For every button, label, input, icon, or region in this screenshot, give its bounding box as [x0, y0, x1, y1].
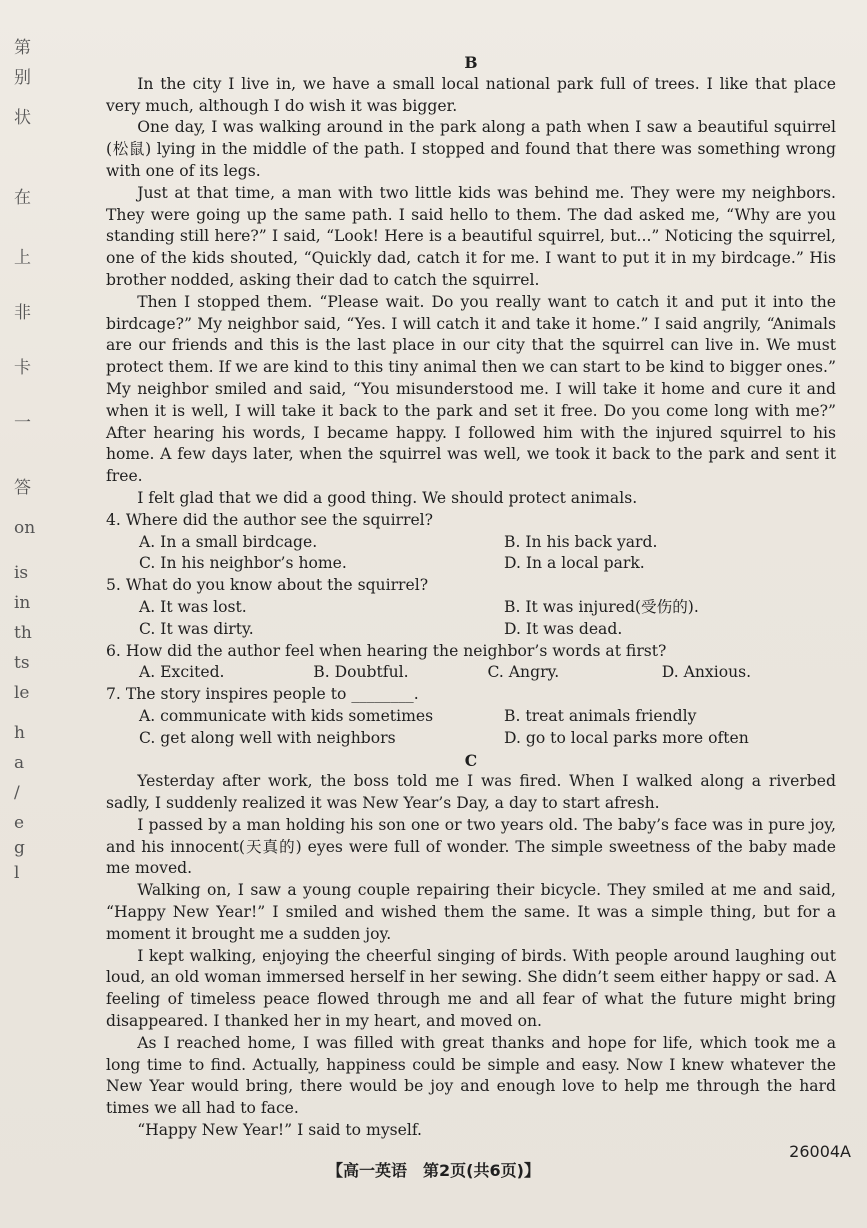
- page-footer: 【高一英语 第2页(共6页)】: [327, 1161, 540, 1180]
- margin-char: on: [14, 518, 36, 538]
- passage-paragraph: I kept walking, enjoying the cheerful singing of birds. With people around laughing out loud, an old woman immersed herself in her sewing. She didn’t seem either happy or sad. A feeling of timeless peace flowed through me and all fear of what the future might bring disappeared. I thanked her in my heart, and moved on.: [106, 946, 836, 1031]
- answer-option: B. In his back yard.: [504, 532, 658, 551]
- margin-char: 状: [14, 108, 31, 128]
- answer-option: A. In a small birdcage.: [139, 532, 318, 551]
- margin-char: in: [14, 593, 31, 613]
- margin-char: le: [14, 683, 30, 703]
- section-b-passage: [106, 74, 836, 510]
- passage-paragraph: Walking on, I saw a young couple repairing their bicycle. They smiled at me and said, “Happy New Year!” I smiled and wished them the same. It was a simple thing, but for a moment it brought me a sudden joy.: [106, 881, 836, 943]
- passage-paragraph: Just at that time, a man with two little kids was behind me. They were my neighbors. They were going up the same path. I said hello to them. The dad asked me, “Why are you standing still here?” I said, “Look! Here is a beautiful squirrel, but...” Noticing the squirrel, one of the kids shouted, “Quickly dad, catch it for me. I want to put it in my birdcage.” His brother nodded, asking their dad to catch the squirrel.: [106, 183, 836, 289]
- section-b-questions: [106, 510, 836, 750]
- passage-paragraph: “Happy New Year!” I said to myself.: [137, 1121, 423, 1140]
- answer-option: D. Anxious.: [661, 663, 752, 682]
- margin-char: l: [14, 863, 20, 883]
- option-row: [106, 728, 836, 750]
- margin-char: 卡: [14, 358, 31, 378]
- option-row: [106, 553, 836, 575]
- margin-char: th: [14, 623, 32, 643]
- margin-char: a: [14, 753, 25, 773]
- answer-option: D. In a local park.: [504, 554, 645, 573]
- answer-option: A. communicate with kids sometimes: [139, 706, 434, 725]
- question-stem: 7. The story inspires people to ________.: [106, 685, 419, 704]
- paper-code: 26004A: [789, 1142, 851, 1161]
- answer-option: B. treat animals friendly: [504, 706, 697, 725]
- section-c-passage: [106, 771, 836, 1142]
- answer-option: C. get along well with neighbors: [139, 728, 396, 747]
- option-row: [106, 597, 836, 619]
- option-row: [106, 619, 836, 641]
- margin-char: /: [14, 783, 20, 803]
- margin-char: 一: [14, 413, 31, 433]
- answer-option: B. Doubtful.: [313, 663, 409, 682]
- answer-option: C. It was dirty.: [139, 619, 254, 638]
- question-stem: 5. What do you know about the squirrel?: [106, 576, 429, 595]
- margin-char: 答: [14, 478, 31, 498]
- option-row: [106, 662, 836, 684]
- answer-option: D. go to local parks more often: [504, 728, 749, 747]
- margin-char: 第: [14, 38, 31, 58]
- passage-paragraph: In the city I live in, we have a small local national park full of trees. I like that place very much, although I do wish it was bigger.: [106, 74, 836, 115]
- section-c-title: C: [464, 750, 478, 770]
- margin-char: 在: [14, 188, 31, 208]
- margin-char: g: [14, 838, 25, 858]
- margin-char: ts: [14, 653, 30, 673]
- margin-char: e: [14, 813, 25, 833]
- question-stem: 4. Where did the author see the squirrel?: [106, 510, 434, 529]
- answer-option: A. It was lost.: [139, 597, 247, 616]
- answer-option: C. In his neighbor’s home.: [139, 554, 347, 573]
- option-row: [106, 706, 836, 728]
- answer-option: D. It was dead.: [504, 619, 623, 638]
- option-row: [106, 532, 836, 554]
- margin-char: 上: [14, 248, 31, 268]
- margin-char: 非: [14, 303, 31, 323]
- answer-option: B. It was injured(受伤的).: [504, 597, 699, 616]
- passage-paragraph: As I reached home, I was filled with great thanks and hope for life, which took me a long time to find. Actually, happiness could be simple and easy. Now I knew whatever the New Year would bring, there would be joy and enough love to help me through the hard times we all had to face.: [106, 1033, 836, 1118]
- answer-option: C. Angry.: [487, 663, 560, 682]
- passage-paragraph: Yesterday after work, the boss told me I was fired. When I walked along a riverbed sadly, I suddenly realized it was New Year’s Day, a day to start afresh.: [106, 772, 836, 813]
- margin-char: h: [14, 723, 25, 743]
- reading-content: [106, 52, 836, 1142]
- question-stem: 6. How did the author feel when hearing the neighbor’s words at first?: [106, 641, 667, 660]
- passage-paragraph: I felt glad that we did a good thing. We should protect animals.: [137, 488, 638, 507]
- answer-option: A. Excited.: [139, 663, 225, 682]
- margin-char: is: [14, 563, 29, 583]
- passage-paragraph: I passed by a man holding his son one or two years old. The baby’s face was in pure joy, and his innocent(天真的) eyes were full of wonder. The simple sweetness of the baby made me moved.: [106, 815, 836, 878]
- passage-paragraph: Then I stopped them. “Please wait. Do you really want to catch it and put it into the birdcage?” My neighbor said, “Yes. I will catch it and take it home.” I said angrily, “Animals are our friends and this is the last place in our city that the squirrel can live in. We must protect them. If we are kind to this tiny animal then we can start to be kind to bigger ones.” My neighbor smiled and said, “You misunderstood me. I will take it home and cure it and when it is well, I will take it back to the park and set it free. Do you come long with me?” After hearing his words, I became happy. I followed him with the injured squirrel to his home. A few days later, when the squirrel was well, we took it back to the park and sent it free.: [106, 292, 836, 486]
- passage-paragraph: One day, I was walking around in the park along a path when I saw a beautiful squirrel (松鼠) lying in the middle of the path. I stopped and found that there was something wrong with one of its legs.: [106, 118, 836, 180]
- margin-char: 别: [14, 68, 31, 88]
- section-b-title: B: [464, 53, 478, 72]
